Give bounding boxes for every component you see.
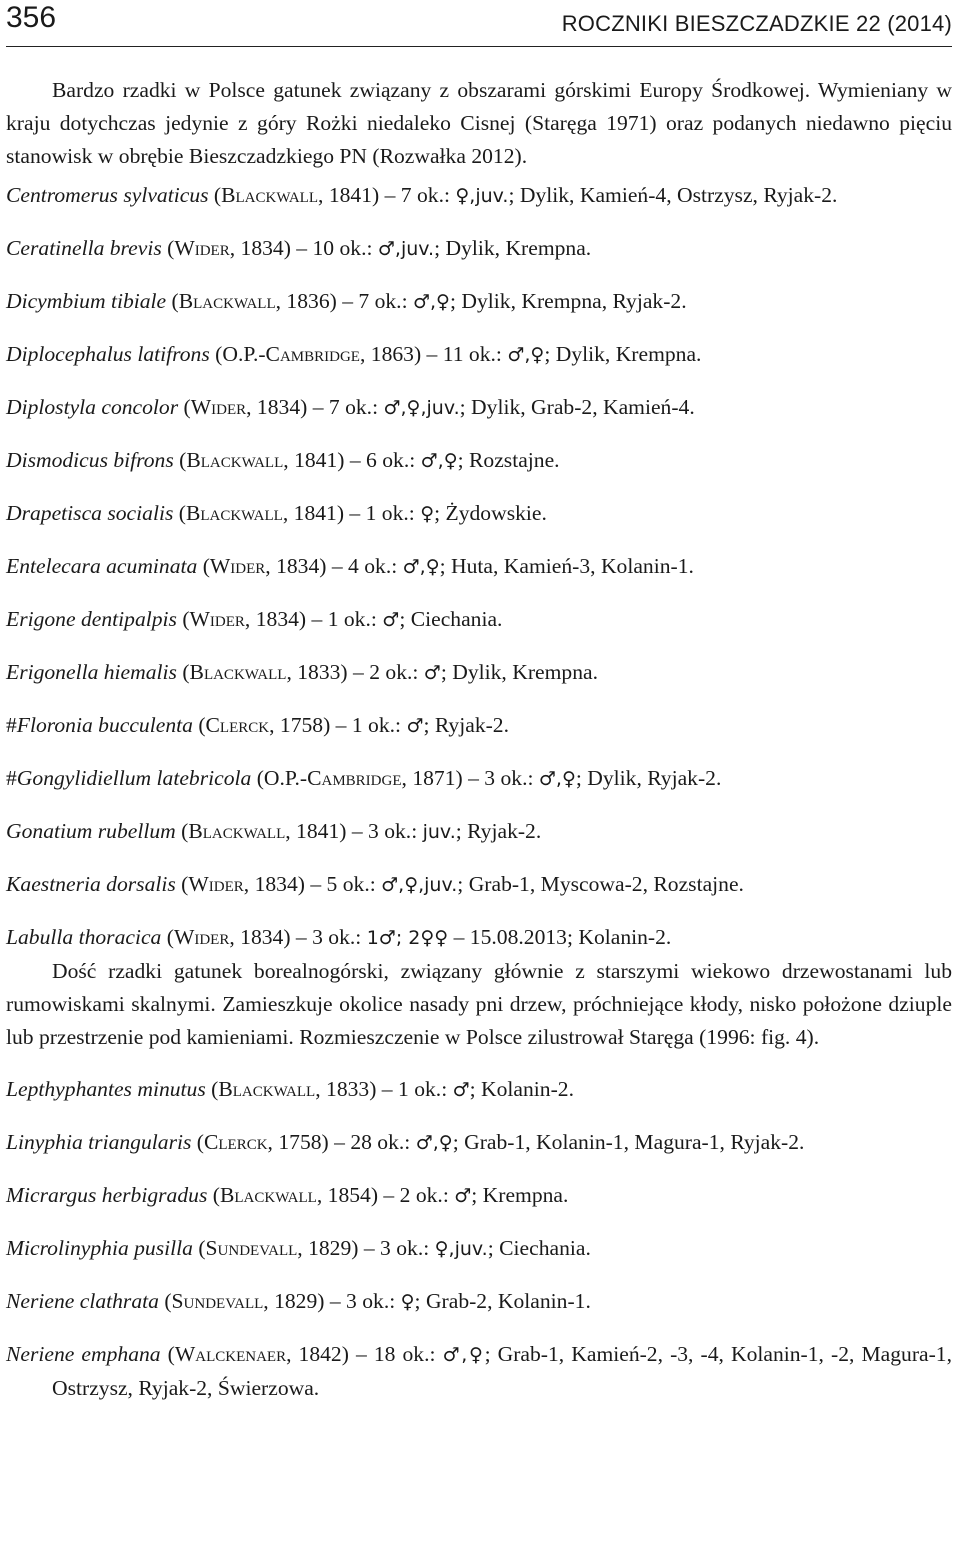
- page-number: 356: [6, 1, 57, 34]
- specimen-sexes: ♂,♀: [420, 450, 458, 472]
- species-entry: [6, 921, 952, 955]
- species-entry: [6, 868, 952, 902]
- localities: ; Dylik, Ryjak-2.: [575, 766, 722, 790]
- specimen-sexes: ♂: [454, 1185, 472, 1207]
- species-name: Diplocephalus latifrons: [6, 342, 210, 366]
- specimen-sexes: ♂: [452, 1079, 470, 1101]
- species-name: Erigone dentipalpis: [6, 607, 177, 631]
- localities: ; Dylik, Krempna.: [434, 236, 592, 260]
- author-name: undevall: [217, 1236, 298, 1260]
- specimen-sexes: ♂: [423, 662, 441, 684]
- author-open: (: [175, 819, 189, 843]
- author-name: lackwall: [200, 501, 283, 525]
- author-name: ambridge: [279, 342, 360, 366]
- species-entry: [6, 709, 952, 743]
- specimen-sexes: juv.: [422, 821, 456, 843]
- author-name: ider: [194, 236, 230, 260]
- author-open: (: [176, 607, 190, 631]
- species-name: Lepthyphantes minutus: [6, 1077, 206, 1101]
- author-open: (: [161, 236, 175, 260]
- year-count: , 1834) – 5 ok.:: [243, 872, 382, 896]
- author-open: (: [175, 872, 189, 896]
- year-count: , 1841) – 3 ok.:: [285, 819, 423, 843]
- journal-title: ROCZNIKI BIESZCZADZKIE 22 (2014): [561, 11, 952, 36]
- author-initial: W: [188, 872, 209, 896]
- author-name: ider: [209, 607, 245, 631]
- year-count: , 1834) – 4 ok.:: [265, 554, 403, 578]
- specimen-sexes: 1♂; 2♀♀: [366, 927, 449, 949]
- species-entry: [6, 762, 952, 796]
- author-initial: W: [209, 554, 231, 578]
- author-initial: W: [190, 395, 212, 419]
- author-initial: B: [221, 183, 236, 207]
- author-initial: C: [205, 713, 220, 737]
- author-initial: S: [205, 1236, 218, 1260]
- author-name: lackwall: [234, 1183, 317, 1207]
- article-body: [6, 70, 952, 1405]
- author-name: ider: [211, 395, 247, 419]
- species-name: Gongylidiellum latebricola: [16, 766, 252, 790]
- author-initial: W: [189, 607, 210, 631]
- author-name: lackwall: [203, 660, 287, 684]
- year-count: , 1863) – 11 ok.:: [359, 342, 508, 366]
- specimen-sexes: ♂,♀: [412, 291, 450, 313]
- localities: ; Żydowskie.: [434, 501, 547, 525]
- intro-paragraph: Bardzo rzadki w Polsce gatunek związany z obszarami górskimi Europy Środkowej. Wymieniany w kraju dotychczas jedynie z góry Rożki niedaleko Cisnej (Staręga 1971) oraz podanych niedawno pięciu stanowisk w obrębie Bieszczadzkiego PN (Rozwałka 2012).: [6, 78, 952, 168]
- localities: ; Grab-1, Myscowa-2, Rozstajne.: [457, 872, 744, 896]
- year-count: , 1758) – 1 ok.:: [269, 713, 407, 737]
- species-entry: [6, 497, 952, 531]
- localities: ; Ryjak-2.: [455, 819, 542, 843]
- author-name: ider: [230, 554, 266, 578]
- author-open: (: [251, 766, 264, 790]
- year-count: , 1854) – 2 ok.:: [316, 1183, 455, 1207]
- species-name: Dicymbium tibiale: [6, 289, 167, 313]
- localities: ; Dylik, Krempna.: [440, 660, 598, 684]
- species-entry: [6, 285, 952, 319]
- author-initial: S: [171, 1289, 184, 1313]
- author-name: alckenaer: [195, 1342, 287, 1366]
- author-name: lerck: [218, 1130, 268, 1154]
- author-open: (: [173, 448, 187, 472]
- author-initial: W: [174, 1342, 196, 1366]
- localities: ; Ciechania.: [487, 1236, 591, 1260]
- species-name: Erigonella hiemalis: [6, 660, 177, 684]
- species-entry: [6, 1179, 952, 1213]
- species-entry: [6, 550, 952, 584]
- localities: ; Huta, Kamień-3, Kolanin-1.: [439, 554, 694, 578]
- species-entry: [6, 391, 952, 425]
- localities: ; Grab-1, Kamień-2, -3, -4, Kolanin-1, -2, Magura-1, Ostrzysz, Ryjak-2, Świerzowa.: [52, 1342, 952, 1400]
- author-initial: W: [174, 236, 195, 260]
- specimen-sexes: ♂: [406, 715, 424, 737]
- localities: ; Dylik, Krempna, Ryjak-2.: [449, 289, 687, 313]
- author-initial: B: [185, 501, 201, 525]
- species-name: Floronia bucculenta: [16, 713, 193, 737]
- entry-prefix: #: [6, 766, 17, 790]
- species-entry: [6, 338, 952, 372]
- specimen-sexes: ♀: [400, 1291, 415, 1313]
- year-count: , 1836) – 7 ok.:: [275, 289, 413, 313]
- species-entry: [6, 1073, 952, 1107]
- author-initial: C: [203, 1130, 219, 1154]
- species-name: Labulla thoracica: [6, 925, 162, 949]
- species-entry: [6, 603, 952, 637]
- species-entry: [6, 1285, 952, 1319]
- localities: ; Dylik, Grab-2, Kamień-4.: [459, 395, 695, 419]
- author-open: (: [160, 1342, 175, 1366]
- author-open: (: [192, 1236, 206, 1260]
- author-name: lackwall: [200, 448, 284, 472]
- specimen-sexes: ♀: [420, 503, 435, 525]
- year-count: , 1834) – 1 ok.:: [244, 607, 383, 631]
- localities: – 15.08.2013; Kolanin-2.: [448, 925, 672, 949]
- author-name: lackwall: [193, 289, 276, 313]
- year-count: , 1829) – 3 ok.:: [263, 1289, 401, 1313]
- localities: ; Rozstajne.: [457, 448, 560, 472]
- author-initial: B: [186, 448, 201, 472]
- species-name: Dismodicus bifrons: [6, 448, 174, 472]
- author-name: lerck: [219, 713, 270, 737]
- year-count: , 1834) – 7 ok.:: [246, 395, 384, 419]
- localities: ; Ciechania.: [399, 607, 503, 631]
- species-name: Ceratinella brevis: [6, 236, 162, 260]
- year-count: , 1758) – 28 ok.:: [267, 1130, 416, 1154]
- author-open: (: [197, 554, 210, 578]
- species-name: Gonatium rubellum: [6, 819, 176, 843]
- specimen-sexes: ♀,juv.: [434, 1238, 488, 1260]
- entry-prefix: #: [6, 713, 17, 737]
- specimen-sexes: ♂,♀: [442, 1344, 485, 1366]
- author-open: (: [166, 289, 179, 313]
- year-count: , 1841) – 1 ok.:: [282, 501, 421, 525]
- page-header: [6, 0, 952, 47]
- species-entry: [6, 444, 952, 478]
- author-initial: B: [178, 289, 194, 313]
- specimen-sexes: ♂,♀,juv.: [381, 874, 458, 896]
- species-name: Entelecara acuminata: [6, 554, 198, 578]
- author-name: lackwall: [235, 183, 319, 207]
- author-name: undevall: [183, 1289, 264, 1313]
- author-initial: O.P.-C: [222, 342, 280, 366]
- author-initial: W: [173, 925, 195, 949]
- year-count: , 1841) – 7 ok.:: [318, 183, 456, 207]
- specimen-sexes: ♂,♀,juv.: [383, 397, 460, 419]
- author-name: ider: [208, 872, 244, 896]
- author-open: (: [158, 1289, 172, 1313]
- localities: ; Krempna.: [471, 1183, 569, 1207]
- author-open: (: [173, 501, 186, 525]
- author-open: (: [191, 1130, 204, 1154]
- author-name: ambridge: [321, 766, 402, 790]
- year-count: , 1829) – 3 ok.:: [297, 1236, 435, 1260]
- year-count: , 1841) – 6 ok.:: [283, 448, 421, 472]
- species-name: Centromerus sylvaticus: [6, 183, 209, 207]
- author-name: lackwall: [232, 1077, 316, 1101]
- localities: ; Dylik, Kamień-4, Ostrzysz, Ryjak-2.: [508, 183, 838, 207]
- specimen-sexes: ♂,♀: [507, 344, 545, 366]
- species-entry: [6, 656, 952, 690]
- species-entry: [6, 232, 952, 266]
- year-count: , 1833) – 2 ok.:: [286, 660, 424, 684]
- specimen-sexes: ♂,♀: [415, 1132, 453, 1154]
- author-open: (: [192, 713, 206, 737]
- localities: ; Grab-1, Kolanin-1, Magura-1, Ryjak-2.: [452, 1130, 805, 1154]
- localities: ; Dylik, Krempna.: [544, 342, 702, 366]
- species-entry: [6, 815, 952, 849]
- specimen-sexes: ♂,juv.: [377, 238, 435, 260]
- year-count: , 1871) – 3 ok.:: [401, 766, 539, 790]
- author-name: lackwall: [202, 819, 286, 843]
- species-name: Neriene emphana: [6, 1342, 161, 1366]
- specimen-sexes: ♂: [382, 609, 400, 631]
- localities: ; Grab-2, Kolanin-1.: [414, 1289, 591, 1313]
- species-note: Dość rzadki gatunek borealnogórski, związany głównie z starszymi wiekowo drzewostanami lub rumowiskami skalnymi. Zamieszkuje okolice nasady pni drzew, próchniejące kłody, nisko położone dziuple lub przestrzenie pod kamieniami. Rozmieszczenie w Polsce zilustrował Staręga (1996: fig. 4).: [6, 959, 952, 1049]
- author-initial: B: [219, 1183, 235, 1207]
- author-open: (: [208, 183, 222, 207]
- author-open: (: [176, 660, 190, 684]
- author-open: (: [178, 395, 191, 419]
- localities: ; Kolanin-2.: [469, 1077, 574, 1101]
- specimen-sexes: ♂,♀: [402, 556, 440, 578]
- author-open: (: [161, 925, 174, 949]
- species-list: [6, 179, 952, 1405]
- species-name: Micrargus herbigradus: [6, 1183, 208, 1207]
- author-open: (: [207, 1183, 220, 1207]
- species-name: Diplostyla concolor: [6, 395, 179, 419]
- localities: ; Ryjak-2.: [423, 713, 509, 737]
- specimen-sexes: ♂,♀: [538, 768, 576, 790]
- species-entry: [6, 1232, 952, 1266]
- species-name: Neriene clathrata: [6, 1289, 159, 1313]
- species-entry: [6, 1338, 952, 1405]
- species-entry: [6, 1126, 952, 1160]
- author-open: (: [209, 342, 223, 366]
- author-initial: B: [188, 819, 203, 843]
- specimen-sexes: ♀,juv.: [455, 185, 509, 207]
- author-initial: O.P.-C: [263, 766, 322, 790]
- author-initial: B: [218, 1077, 233, 1101]
- year-count: , 1833) – 1 ok.:: [315, 1077, 453, 1101]
- species-name: Drapetisca socialis: [6, 501, 174, 525]
- author-open: (: [205, 1077, 219, 1101]
- species-name: Linyphia triangularis: [6, 1130, 192, 1154]
- species-entry: [6, 179, 952, 213]
- year-count: , 1834) – 3 ok.:: [229, 925, 367, 949]
- author-initial: B: [189, 660, 204, 684]
- author-name: ider: [194, 925, 230, 949]
- species-name: Microlinyphia pusilla: [6, 1236, 193, 1260]
- year-count: , 1834) – 10 ok.:: [229, 236, 378, 260]
- year-count: , 1842) – 18 ok.:: [286, 1342, 443, 1366]
- species-name: Kaestneria dorsalis: [6, 872, 176, 896]
